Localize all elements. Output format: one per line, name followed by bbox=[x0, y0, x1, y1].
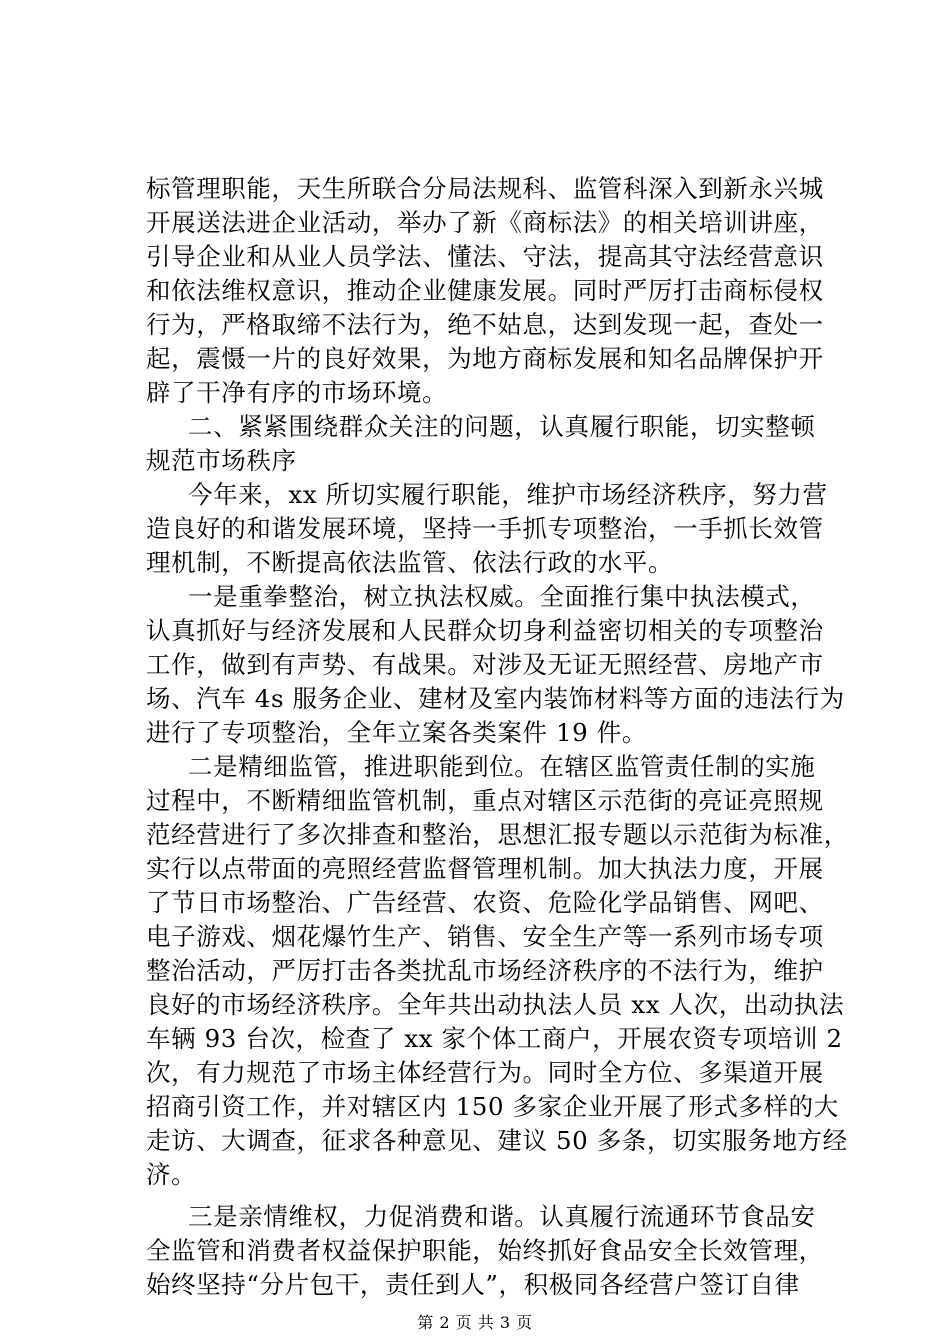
paragraph-line: 车辆 93 台次，检查了 xx 家个体工商户，开展农资专项培训 2 bbox=[146, 1024, 843, 1053]
section-heading-line: 二、紧紧围绕群众关注的问题，认真履行职能，切实整顿 bbox=[188, 412, 816, 441]
paragraph-line: 标管理职能，天生所联合分局法规科、监管科深入到新永兴城 bbox=[146, 174, 824, 203]
paragraph-line: 始终坚持“分片包干，责任到人”，积极同各经营户签订自律 bbox=[146, 1270, 800, 1299]
paragraph-line: 范经营进行了多次排查和整治，思想汇报专题以示范街为标准， bbox=[146, 820, 849, 849]
paragraph-line: 良好的市场经济秩序。全年共出动执法人员 xx 人次，出动执法 bbox=[146, 990, 845, 1019]
paragraph-line: 和依法维权意识，推动企业健康发展。同时严厉打击商标侵权 bbox=[146, 276, 824, 305]
paragraph-line: 走访、大调查，征求各种意见、建议 50 多条，切实服务地方经 bbox=[146, 1126, 848, 1155]
paragraph-line: 招商引资工作，并对辖区内 150 多家企业开展了形式多样的大 bbox=[146, 1092, 839, 1121]
paragraph-line: 场、汽车 4s 服务企业、建材及室内装饰材料等方面的违法行为 bbox=[146, 684, 845, 713]
paragraph-line: 三是亲情维权，力促消费和谐。认真履行流通环节食品安 bbox=[188, 1202, 816, 1231]
paragraph-line: 行为，严格取缔不法行为，绝不姑息，达到发现一起，查处一 bbox=[146, 310, 824, 339]
paragraph-line: 次，有力规范了市场主体经营行为。同时全方位、多渠道开展 bbox=[146, 1058, 824, 1087]
paragraph-line: 电子游戏、烟花爆竹生产、销售、安全生产等一系列市场专项 bbox=[146, 922, 824, 951]
paragraph-line: 工作，做到有声势、有战果。对涉及无证无照经营、房地产市 bbox=[146, 650, 824, 679]
paragraph-line: 济。 bbox=[146, 1160, 197, 1189]
paragraph-line: 进行了专项整治，全年立案各类案件 19 件。 bbox=[146, 718, 647, 747]
page-footer: 第 2 页 共 3 页 bbox=[417, 1313, 533, 1332]
paragraph-line: 一是重拳整治，树立执法权威。全面推行集中执法模式， bbox=[188, 582, 816, 611]
paragraph-line: 辟了干净有序的市场环境。 bbox=[146, 378, 448, 407]
paragraph-line: 今年来，xx 所切实履行职能，维护市场经济秩序，努力营 bbox=[188, 480, 828, 509]
section-heading-line: 规范市场秩序 bbox=[146, 446, 297, 475]
paragraph-line: 过程中，不断精细监管机制，重点对辖区示范街的亮证亮照规 bbox=[146, 786, 824, 815]
paragraph-line: 了节日市场整治、广告经营、农资、危险化学品销售、网吧、 bbox=[146, 888, 824, 917]
paragraph-line: 实行以点带面的亮照经营监督管理机制。加大执法力度，开展 bbox=[146, 854, 824, 883]
paragraph-line: 引导企业和从业人员学法、懂法、守法，提高其守法经营意识 bbox=[146, 242, 824, 271]
paragraph-line: 开展送法进企业活动，举办了新《商标法》的相关培训讲座， bbox=[146, 208, 824, 237]
paragraph-line: 二是精细监管，推进职能到位。在辖区监管责任制的实施 bbox=[188, 752, 816, 781]
paragraph-line: 理机制，不断提高依法监管、依法行政的水平。 bbox=[146, 548, 674, 577]
paragraph-line: 造良好的和谐发展环境，坚持一手抓专项整治，一手抓长效管 bbox=[146, 514, 824, 543]
paragraph-line: 整治活动，严厉打击各类扰乱市场经济秩序的不法行为，维护 bbox=[146, 956, 824, 985]
paragraph-line: 全监管和消费者权益保护职能，始终抓好食品安全长效管理， bbox=[146, 1236, 824, 1265]
paragraph-line: 认真抓好与经济发展和人民群众切身利益密切相关的专项整治 bbox=[146, 616, 824, 645]
paragraph-line: 起，震慑一片的良好效果，为地方商标发展和知名品牌保护开 bbox=[146, 344, 824, 373]
